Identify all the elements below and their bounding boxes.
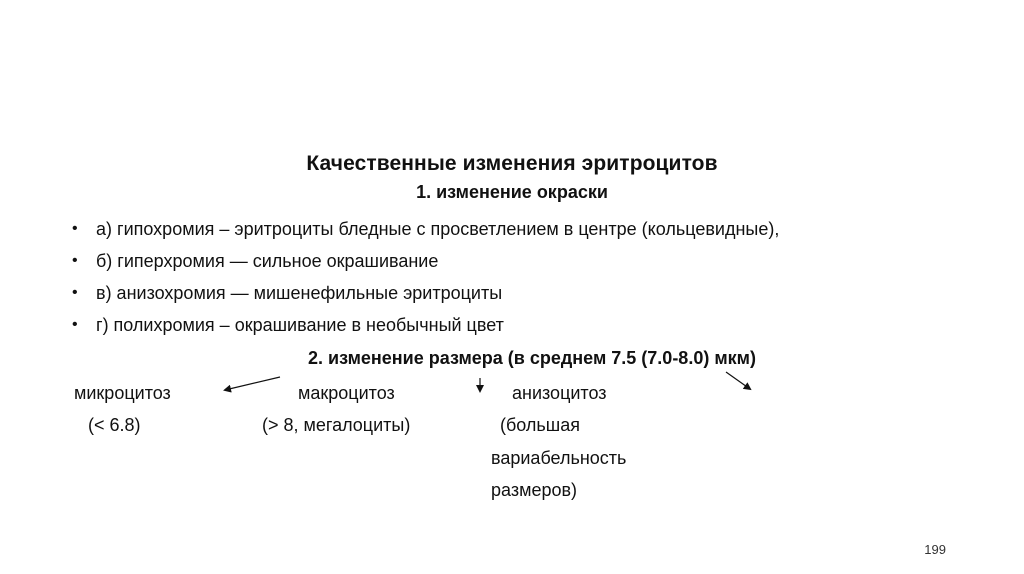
bullet-text: б) гиперхромия — сильное окрашивание: [96, 251, 439, 271]
microcytosis-label: микроцитоз: [74, 383, 171, 403]
bullet-dot: •: [72, 316, 78, 333]
arrow-left-icon: [225, 377, 280, 390]
bullet-text: а) гипохромия – эритроциты бледные с просветлением в центре (кольцевидные),: [96, 219, 780, 239]
macrocytosis-label: макроцитоз: [298, 383, 395, 403]
microcytosis-detail: (< 6.8): [88, 415, 141, 435]
macrocytosis-detail: (> 8, мегалоциты): [262, 415, 411, 435]
section-1-title: 1. изменение окраски: [416, 182, 608, 202]
section-2-title: 2. изменение размера (в среднем 7.5 (7.0-8.0) мкм): [308, 348, 756, 368]
anisocytosis-detail-line: (большая: [500, 415, 580, 435]
bullet-dot: •: [72, 284, 78, 301]
page-number: 199: [924, 542, 946, 557]
anisocytosis-detail-line: размеров): [491, 480, 578, 500]
slide-title: Качественные изменения эритроцитов: [306, 152, 718, 175]
bullet-text: в) анизохромия — мишенефильные эритроциты: [96, 283, 503, 303]
bullet-dot: •: [72, 252, 78, 269]
bullet-text: г) полихромия – окрашивание в необычный цвет: [96, 315, 504, 335]
anisocytosis-label: анизоцитоз: [512, 383, 607, 403]
arrow-right-icon: [726, 372, 750, 389]
bullet-dot: •: [72, 220, 78, 237]
anisocytosis-detail-line: вариабельность: [491, 448, 627, 468]
